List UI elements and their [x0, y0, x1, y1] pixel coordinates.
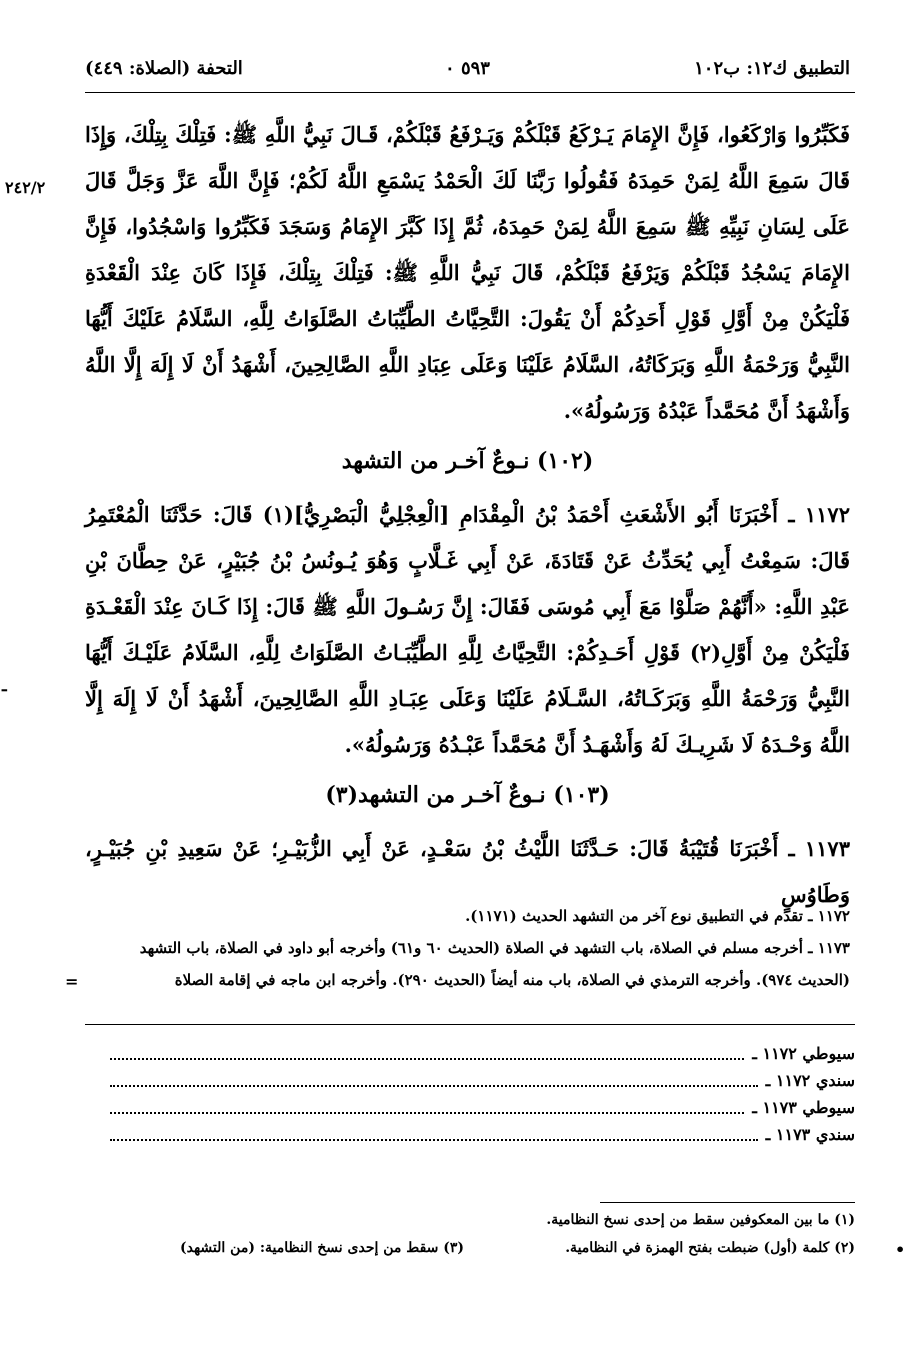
dot-leader — [110, 1102, 744, 1114]
footnote-rule — [600, 1202, 855, 1203]
ref-row — [110, 1121, 855, 1148]
ref-label: سيوطي ١١٧٢ ـ — [752, 1044, 855, 1063]
dot-leader — [110, 1129, 758, 1141]
footnote-2: (٢) كلمة (أول) ضبطت بفتح الهمزة في النظامية. — [565, 1240, 855, 1256]
footnote-3: (٣) سقط من إحدى نسخ النظامية: (من التشهد) — [180, 1240, 465, 1256]
takhrij-notes — [85, 900, 850, 996]
header-rule — [85, 92, 855, 93]
header-tuhfa-ref: التحفة (الصلاة: ٤٤٩) — [85, 58, 243, 79]
margin-dash: ـ — [2, 676, 7, 695]
ref-label: سندي ١١٧٣ ـ — [765, 1125, 855, 1144]
footnote-1: (١) ما بين المعكوفين سقط من إحدى نسخ النظامية. — [546, 1212, 855, 1228]
section-heading-103: (١٠٣) نـوعٌ آخـر من التشهد(٣) — [325, 782, 610, 808]
commentary-references — [110, 1040, 855, 1148]
section-heading-102: (١٠٢) نـوعٌ آخـر من التشهد — [341, 448, 594, 474]
hadith-paragraph-1172: ١١٧٢ ـ أَخْبَرَنَا أَبُو الأَشْعَثِ أَحْمَدُ بْنُ الْمِقْدَامِ [الْعِجْلِيُّ الْبَصْرِيُّ](١) قَالَ: حَدَّثَنَا الْمُعْتَمِرُ قَالَ: سَمِعْتُ أَبِي يُحَدِّثُ عَنْ قَتَادَةَ، عَنْ أَبِي غَـلَّابٍ وَهُوَ يُـونُسُ بْنُ جُبَيْرٍ، عَنْ حِطَّانَ بْنِ عَبْدِ اللَّهِ: «أَنَّهُمْ صَلَّوْا مَعَ أَبِي مُوسَى فَقَالَ: إِنَّ رَسُـولَ اللَّهِ ﷺ قَالَ: إِذَا كَـانَ عِنْدَ الْقَعْـدَةِ فَلْيَكُنْ مِنْ أَوَّلِ(٢) قَوْلِ أَحَـدِكُمْ: التَّحِيَّاتُ لِلَّهِ الطَّيِّبَـاتُ الصَّلَوَاتُ لِلَّهِ، السَّلَامُ عَلَيْـكَ أَيُّهَا النَّبِيُّ وَرَحْمَةُ اللَّهِ وَبَرَكَـاتُهُ، السَّـلَامُ عَلَيْنَا وَعَلَى عِبَـادِ اللَّهِ الصَّالِحِينَ، أَشْهَدُ أَنْ لَا إِلَهَ إِلَّا اللَّهُ وَحْـدَهُ لَا شَرِيـكَ لَهُ وَأَشْهَـدُ أَنَّ مُحَمَّداً عَبْـدُهُ وَرَسُولُهُ». — [85, 502, 851, 757]
page-number: ٥٩٣ ٠ — [445, 58, 490, 79]
ref-label: سيوطي ١١٧٣ ـ — [752, 1098, 855, 1117]
margin-equals: = — [65, 972, 79, 991]
ref-label: سندي ١١٧٢ ـ — [765, 1071, 855, 1090]
dot-leader — [110, 1075, 758, 1087]
note-1172: ١١٧٢ ـ تقدم في التطبيق نوع آخر من التشهد الحديث (١١٧١). — [465, 907, 850, 925]
dot-leader — [110, 1048, 744, 1060]
ref-row — [110, 1040, 855, 1067]
ref-row — [110, 1067, 855, 1094]
margin-reference: ٢٤٢/٢ — [5, 178, 46, 197]
ref-row — [110, 1094, 855, 1121]
main-text — [85, 112, 850, 918]
notes-rule — [85, 1024, 855, 1025]
hadith-paragraph-continuation: فَكَبِّرُوا وَارْكَعُوا، فَإِنَّ الإِمَامَ يَـرْكَعُ قَبْلَكُمْ وَيَـرْفَعُ قَبْلَكُمْ، قَـالَ نَبِيُّ اللَّهِ ﷺ: فَتِلْكَ بِتِلْكَ، وَإِذَا قَالَ سَمِعَ اللَّهُ لِمَنْ حَمِدَهُ فَقُولُوا رَبَّنَا لَكَ الْحَمْدُ يَسْمَعِ اللَّهُ لَكُمْ؛ فَإِنَّ اللَّهَ عَزَّ وَجَلَّ قَالَ عَلَى لِسَانِ نَبِيِّهِ ﷺ سَمِعَ اللَّهُ لِمَنْ حَمِدَهُ، ثُمَّ إِذَا كَبَّرَ الإِمَامُ وَسَجَدَ فَكَبِّرُوا وَاسْجُدُوا، فَإِنَّ الإِمَامَ يَسْجُدُ قَبْلَكُمْ وَيَرْفَعُ قَبْلَكُمْ، قَالَ نَبِيُّ اللَّهِ ﷺ: فَتِلْكَ بِتِلْكَ، فَإِذَا كَانَ عِنْدَ الْقَعْدَةِ فَلْيَكُنْ مِنْ أَوَّلِ قَوْلِ أَحَدِكُمْ أَنْ يَقُولَ: التَّحِيَّاتُ الطَّيِّبَاتُ الصَّلَوَاتُ لِلَّهِ، السَّلَامُ عَلَيْكَ أَيُّهَا النَّبِيُّ وَرَحْمَةُ اللَّهِ وَبَرَكَاتُهُ، السَّلَامُ عَلَيْنَا وَعَلَى عِبَادِ اللَّهِ الصَّالِحِينَ، أَشْهَدُ أَنْ لَا إِلَهَ إِلَّا اللَّهُ وَأَشْهَدُ أَنَّ مُحَمَّداً عَبْدُهُ وَرَسُولُهُ». — [85, 122, 850, 423]
margin-bullet: • — [895, 1240, 906, 1259]
page-header — [85, 52, 850, 92]
note-1173: ١١٧٣ ـ أخرجه مسلم في الصلاة، باب التشهد في الصلاة (الحديث ٦٠ و٦١) وأخرجه أبو داود في الصلاة، باب التشهد (الحديث ٩٧٤). وأخرجه الترمذي في الصلاة، باب منه أيضاً (الحديث ٢٩٠). وأخرجه ابن ماجه في إقامة الصلاة — [139, 939, 850, 989]
hadith-paragraph-1173: ١١٧٣ ـ أَخْبَرَنَا قُتَيْبَةُ قَالَ: حَـدَّثَنَا اللَّيْثُ بْنُ سَعْـدٍ، عَنْ أَبِي الزُّبَيْـرِ؛ عَنْ سَعِيدِ بْنِ جُبَيْـرٍ، وَطَاوُسٍ — [85, 836, 850, 907]
header-chapter-ref: التطبيق ك١٢: ب١٠٢ — [694, 58, 850, 79]
